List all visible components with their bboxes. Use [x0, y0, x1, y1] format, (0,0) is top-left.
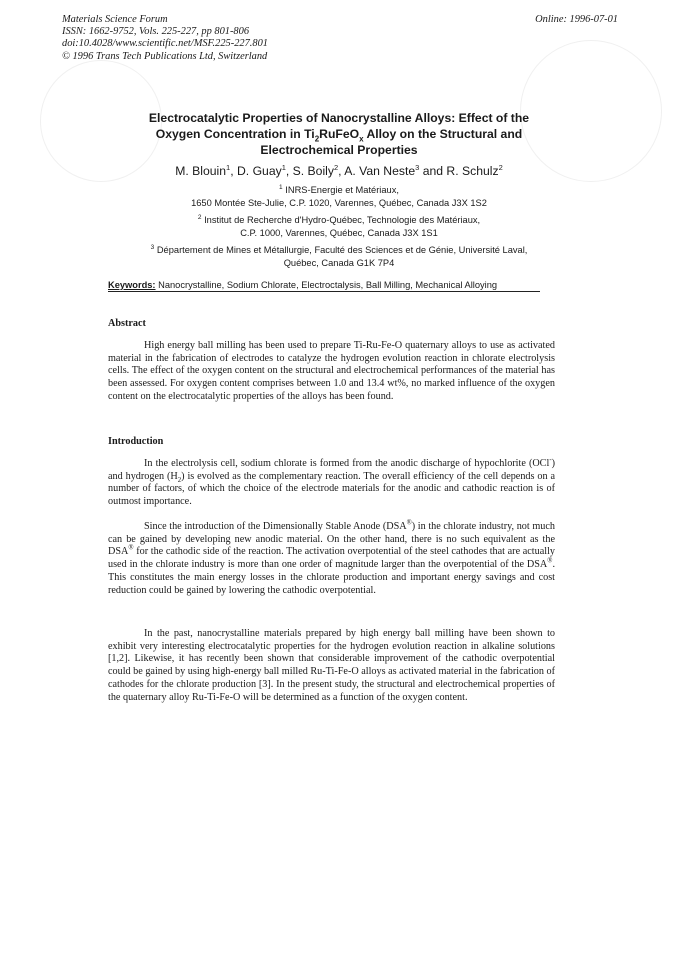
- paragraph-text: ) in the chlorate industry, not much can be gained by developing new anodic material. On the other hand, there is no such equivalent as the DSA: [108, 521, 555, 558]
- author-name: and R. Schulz: [419, 164, 499, 178]
- keywords-text: Nanocrystalline, Sodium Chlorate, Electroctalysis, Ball Milling, Mechanical Alloying: [155, 280, 498, 290]
- affiliation-3: [60, 244, 618, 269]
- title-text: Oxygen Concentration in Ti: [155, 127, 315, 141]
- paragraph-text: Since the introduction of the Dimensionally Stable Anode (DSA: [144, 521, 407, 532]
- abstract-paragraph: High energy ball milling has been used to prepare Ti-Ru-Fe-O quaternary alloys to use as activated material in the fabrication of electrodes to catalyze the hydrogen evolution reaction in chlorate electrolysis cells. The effect of the oxygen content on the structural and electrochemical performances of the material has been assessed. For oxygen content comprises between 1.0 and 13.4 wt%, no marked influence of the oxygen content on the electrocatalytic properties of the alloys has been found.: [108, 340, 555, 402]
- title-text: Alloy on the Structural and: [363, 127, 523, 141]
- online-date-text: Online: 1996-07-01: [535, 14, 618, 25]
- affiliation-address: C.P. 1000, Varennes, Québec, Canada J3X 1S1: [240, 227, 438, 238]
- paragraph-text: for the cathodic side of the reaction. The activation overpotential of the steel cathodes that are actually used in the chlorate industry is more than one order of magnitude larger than the overpotential of the DSA: [108, 546, 555, 571]
- registered-mark: ®: [128, 545, 134, 553]
- journal-header: [62, 14, 268, 63]
- author-affiliation-mark: 3: [415, 162, 420, 172]
- introduction-heading: Introduction: [108, 436, 164, 447]
- registered-mark: ®: [547, 557, 553, 565]
- issn-line: ISSN: 1662-9752, Vols. 225-227, pp 801-806: [62, 26, 250, 38]
- affiliation-text: Institut de Recherche d'Hydro-Québec, Technologie des Matériaux,: [204, 215, 481, 225]
- keywords-line: [108, 279, 497, 291]
- paragraph-text: ) and hydrogen (H: [108, 458, 555, 482]
- author-name: , D. Guay: [230, 164, 282, 178]
- paragraph-text: . This constitutes the main energy losses in the chlorate production and important energy savings and cost reduction could be gained by lowering the cathodic overpotential.: [108, 559, 555, 596]
- affiliation-number: 1: [279, 183, 283, 191]
- subscript: 2: [177, 476, 182, 484]
- paper-title: [100, 110, 578, 158]
- keywords-label: Keywords:: [108, 280, 156, 290]
- paragraph-text: ) is evolved as the complementary reaction. The overall efficiency of the cell depends on a number of factors, of which the choice of the electrode materials for the anodic and cathodic reaction is of outmost importance.: [108, 470, 555, 508]
- abstract-heading: Abstract: [108, 318, 146, 329]
- author-affiliation-mark: 1: [226, 162, 231, 172]
- online-date: [535, 14, 618, 26]
- title-line-2: [100, 126, 578, 142]
- copyright-line: © 1996 Trans Tech Publications Ltd, Switzerland: [62, 50, 268, 62]
- affiliation-1: [60, 184, 618, 209]
- title-subscript: x: [359, 134, 364, 144]
- author-name: M. Blouin: [175, 164, 227, 178]
- title-text: RuFeO: [319, 127, 360, 141]
- affiliation-text: Département de Mines et Métallurgie, Faculté des Sciences et de Génie, Université Laval,: [156, 245, 528, 255]
- introduction-paragraph-3: In the past, nanocrystalline materials prepared by high energy ball milling have been shown to exhibit very interesting electrocatalytic properties for the hydrogen evolution reaction in alkaline solutions [1,2]. Likewise, it has recently been shown that considerable improvement of the cathodic overpotential could be gained by using high-energy ball milled Ru-Ti-Fe-O alloys as activated material in the fabrication of cathodes for the chlorate production [3]. In the present study, the structural and electrochemical properties of the quaternary alloy Ru-Ti-Fe-O will be determined as a function of the oxygen content.: [108, 628, 556, 703]
- title-line-1: Electrocatalytic Properties of Nanocrystalline Alloys: Effect of the: [148, 111, 530, 125]
- affiliation-address: Québec, Canada G1K 7P4: [283, 257, 395, 268]
- title-line-3: Electrochemical Properties: [260, 143, 418, 157]
- affiliation-address: 1650 Montée Ste-Julie, C.P. 1020, Varennes, Québec, Canada J3X 1S2: [191, 197, 487, 208]
- affiliation-number: 3: [150, 243, 155, 251]
- affiliation-text: INRS-Energie et Matériaux,: [285, 185, 399, 195]
- author-affiliation-mark: 2: [498, 162, 503, 172]
- introduction-paragraph-2: [108, 521, 555, 597]
- affiliation-2: [60, 214, 618, 239]
- author-list: [60, 164, 618, 179]
- author-name: , S. Boily: [285, 164, 334, 178]
- superscript: -: [549, 456, 552, 464]
- affiliation-number: 2: [197, 213, 202, 221]
- keywords-divider: [108, 291, 540, 292]
- paragraph-text: In the electrolysis cell, sodium chlorate is formed from the anodic discharge of hypochlorite (OCl: [144, 458, 550, 469]
- doi-line: doi:10.4028/www.scientific.net/MSF.225-227.801: [62, 38, 268, 50]
- author-name: , A. Van Neste: [338, 164, 416, 178]
- registered-mark: ®: [406, 519, 412, 527]
- journal-name: Materials Science Forum: [62, 14, 168, 25]
- author-affiliation-mark: 1: [281, 162, 286, 172]
- introduction-paragraph-1: [108, 458, 555, 509]
- author-affiliation-mark: 2: [333, 162, 339, 172]
- title-subscript: 2: [314, 134, 320, 144]
